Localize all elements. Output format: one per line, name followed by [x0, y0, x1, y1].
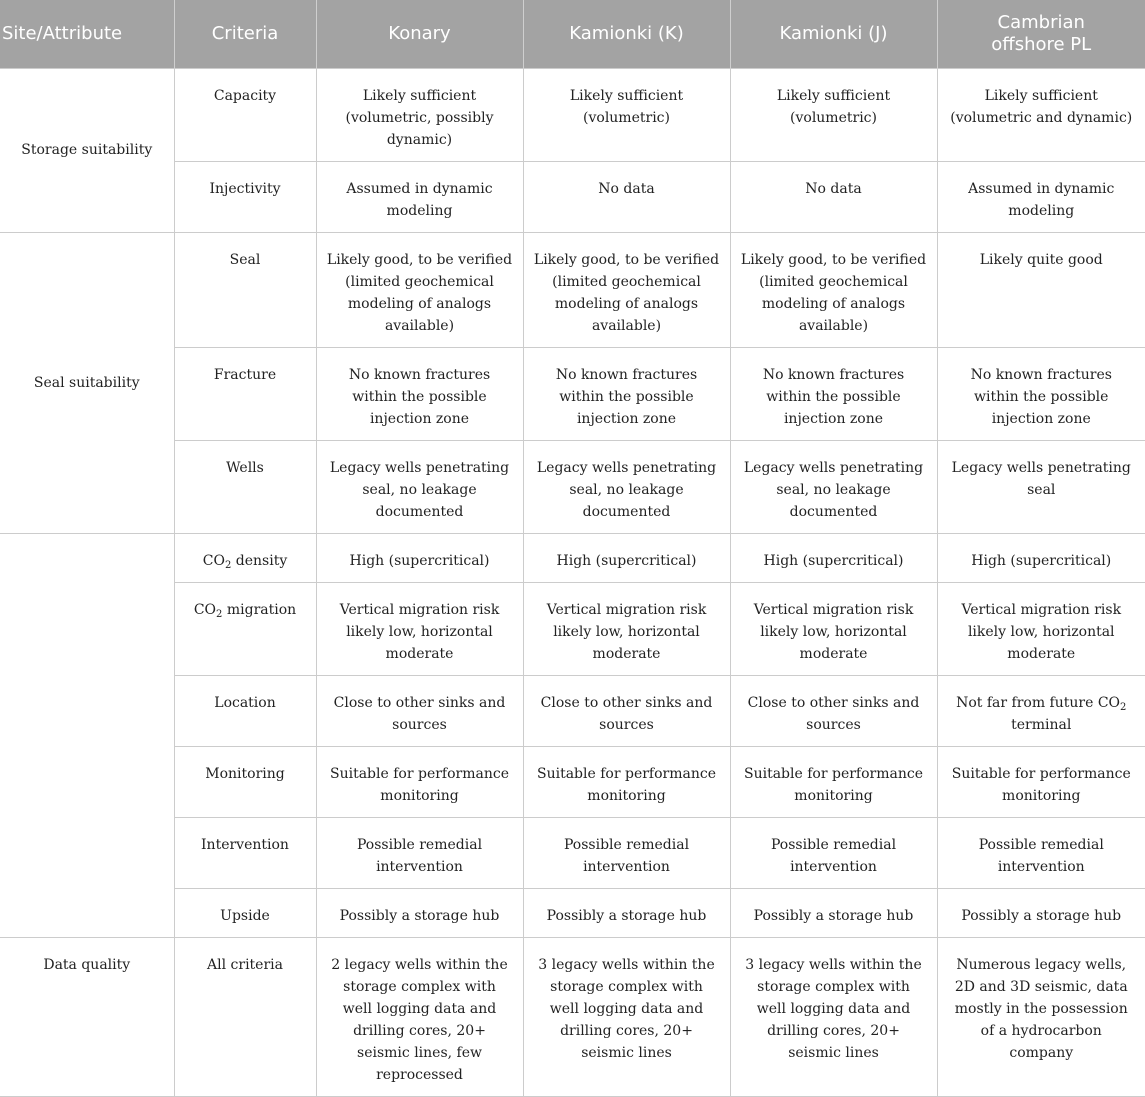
kamionki-k-cell: Suitable for performance monitoring — [523, 746, 730, 817]
konary-cell: 2 legacy wells within the storage complex with well logging data and drilling cores, 20+ seismic lines, few reprocessed — [316, 937, 523, 1096]
konary-cell: High (supercritical) — [316, 533, 523, 582]
criteria-cell: $CO_2$ migration — [174, 582, 316, 675]
kamionki-j-cell: Possible remedial intervention — [730, 817, 937, 888]
kamionki-k-cell: Likely sufficient (volumetric) — [523, 68, 730, 161]
header-konary: Konary — [316, 0, 523, 68]
criteria-cell: Injectivity — [174, 161, 316, 232]
table-row — [0, 68, 1145, 161]
kamionki-k-cell: Vertical migration risk likely low, horizontal moderate — [523, 582, 730, 675]
konary-cell: Suitable for performance monitoring — [316, 746, 523, 817]
criteria-cell: Seal — [174, 232, 316, 347]
konary-cell: Close to other sinks and sources — [316, 675, 523, 746]
cambrian-cell: Vertical migration risk likely low, horizontal moderate — [937, 582, 1145, 675]
kamionki-k-cell: High (supercritical) — [523, 533, 730, 582]
group-data-quality: Data quality — [0, 937, 174, 1096]
cambrian-cell: Likely sufficient (volumetric and dynamic) — [937, 68, 1145, 161]
konary-cell: Vertical migration risk likely low, horizontal moderate — [316, 582, 523, 675]
konary-cell: Legacy wells penetrating seal, no leakage documented — [316, 440, 523, 533]
konary-cell: Assumed in dynamic modeling — [316, 161, 523, 232]
header-site-attribute: Site/Attribute — [0, 0, 174, 68]
konary-cell: Possible remedial intervention — [316, 817, 523, 888]
criteria-cell: Fracture — [174, 347, 316, 440]
header-row — [0, 0, 1145, 68]
konary-cell: Likely good, to be verified (limited geochemical modeling of analogs available) — [316, 232, 523, 347]
kamionki-k-cell: Possibly a storage hub — [523, 888, 730, 937]
kamionki-j-cell: No data — [730, 161, 937, 232]
konary-cell: No known fractures within the possible injection zone — [316, 347, 523, 440]
kamionki-j-cell: 3 legacy wells within the storage complex with well logging data and drilling cores, 20+ seismic lines — [730, 937, 937, 1096]
kamionki-k-cell: Close to other sinks and sources — [523, 675, 730, 746]
cambrian-cell: Possibly a storage hub — [937, 888, 1145, 937]
kamionki-k-cell: Likely good, to be verified (limited geochemical modeling of analogs available) — [523, 232, 730, 347]
criteria-cell: Monitoring — [174, 746, 316, 817]
header-cambrian-offshore — [937, 0, 1145, 68]
kamionki-j-cell: Suitable for performance monitoring — [730, 746, 937, 817]
group-storage-suitability: Storage suitability — [0, 68, 174, 232]
criteria-cell: Upside — [174, 888, 316, 937]
konary-cell: Possibly a storage hub — [316, 888, 523, 937]
kamionki-j-cell: Likely sufficient (volumetric) — [730, 68, 937, 161]
criteria-cell: $CO_2$ density — [174, 533, 316, 582]
kamionki-k-cell: No data — [523, 161, 730, 232]
kamionki-j-cell: Likely good, to be verified (limited geochemical modeling of analogs available) — [730, 232, 937, 347]
criteria-cell: Intervention — [174, 817, 316, 888]
cambrian-cell: Numerous legacy wells, 2D and 3D seismic, data mostly in the possession of a hydrocarbon company — [937, 937, 1145, 1096]
table-body — [0, 68, 1145, 1096]
header-cambrian-line1: Cambrian — [997, 11, 1085, 33]
header-cambrian-line2: offshore PL — [991, 33, 1092, 55]
kamionki-k-cell: Possible remedial intervention — [523, 817, 730, 888]
kamionki-k-cell: 3 legacy wells within the storage complex with well logging data and drilling cores, 20+ seismic lines — [523, 937, 730, 1096]
cambrian-cell: Possible remedial intervention — [937, 817, 1145, 888]
criteria-cell: Location — [174, 675, 316, 746]
kamionki-k-cell: No known fractures within the possible injection zone — [523, 347, 730, 440]
kamionki-j-cell: High (supercritical) — [730, 533, 937, 582]
criteria-cell: Capacity — [174, 68, 316, 161]
kamionki-j-cell: Legacy wells penetrating seal, no leakage documented — [730, 440, 937, 533]
table-row — [0, 533, 1145, 582]
cambrian-cell: No known fractures within the possible injection zone — [937, 347, 1145, 440]
table-header — [0, 0, 1145, 68]
konary-cell: Likely sufficient (volumetric, possibly dynamic) — [316, 68, 523, 161]
group-unlabeled — [0, 533, 174, 937]
kamionki-j-cell: No known fractures within the possible injection zone — [730, 347, 937, 440]
kamionki-j-cell: Possibly a storage hub — [730, 888, 937, 937]
kamionki-j-cell: Vertical migration risk likely low, horizontal moderate — [730, 582, 937, 675]
kamionki-j-cell: Close to other sinks and sources — [730, 675, 937, 746]
cambrian-cell: Legacy wells penetrating seal — [937, 440, 1145, 533]
table-row — [0, 232, 1145, 347]
group-seal-suitability: Seal suitability — [0, 232, 174, 533]
kamionki-k-cell: Legacy wells penetrating seal, no leakage documented — [523, 440, 730, 533]
cambrian-cell: Suitable for performance monitoring — [937, 746, 1145, 817]
criteria-cell: Wells — [174, 440, 316, 533]
header-kamionki-j: Kamionki (J) — [730, 0, 937, 68]
header-criteria: Criteria — [174, 0, 316, 68]
criteria-cell: All criteria — [174, 937, 316, 1096]
cambrian-cell: High (supercritical) — [937, 533, 1145, 582]
cambrian-cell: Not far from future $CO_2$ terminal — [937, 675, 1145, 746]
table-row — [0, 937, 1145, 1096]
cambrian-cell: Likely quite good — [937, 232, 1145, 347]
header-kamionki-k: Kamionki (K) — [523, 0, 730, 68]
cambrian-cell: Assumed in dynamic modeling — [937, 161, 1145, 232]
